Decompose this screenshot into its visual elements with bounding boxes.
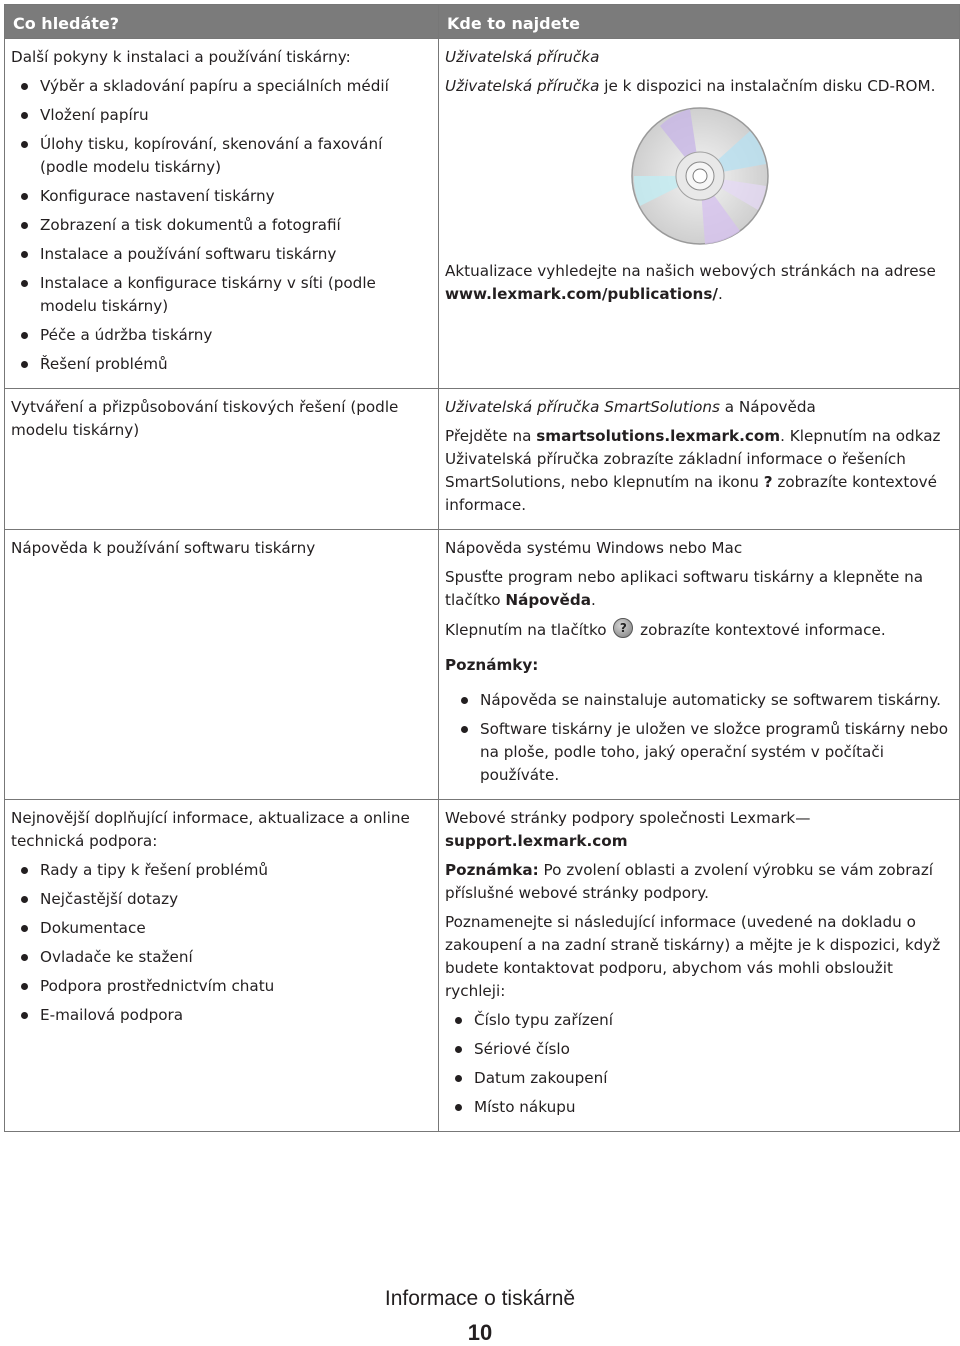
- list-item: Sériové číslo: [445, 1038, 955, 1061]
- help-context: Klepnutím na tlačítko ? zobrazíte kontextové informace.: [445, 618, 955, 642]
- smartsolutions-desc: Přejděte na smartsolutions.lexmark.com. Klepnutím na odkaz Uživatelská příručka zobrazíte základní informace o řešeních SmartSolutions, nebo klepnutím na ikonu ? zobrazíte kontextové informace.: [445, 427, 941, 514]
- table-row: [5, 389, 960, 530]
- list-item: Výběr a skladování papíru a speciálních médií: [11, 75, 432, 98]
- notes-list: [445, 689, 955, 787]
- table-row: [5, 530, 960, 800]
- row1-list: [11, 75, 432, 376]
- user-guide-title: Uživatelská příručka: [445, 48, 600, 66]
- support-instructions: Poznamenejte si následující informace (uvedené na dokladu o zakoupení a na zadní straně tiskárny) a mějte je k dispozici, když budete kontaktovat podporu, abychom vás mohli obsloužit rychleji:: [445, 913, 941, 1000]
- table-row: [5, 39, 960, 389]
- support-link[interactable]: support.lexmark.com: [445, 832, 628, 850]
- help-desc: Spusťte program nebo aplikaci softwaru tiskárny a klepněte na tlačítko Nápověda.: [445, 568, 924, 609]
- support-title: Webové stránky podpory společnosti Lexmark— support.lexmark.com: [445, 809, 811, 850]
- table-header-row: [5, 5, 960, 39]
- list-item: Instalace a používání softwaru tiskárny: [11, 243, 432, 266]
- table-row: [5, 800, 960, 1132]
- list-item: Ovladače ke stažení: [11, 946, 432, 969]
- list-item: Číslo typu zařízení: [445, 1009, 955, 1032]
- support-info-list: [445, 1009, 955, 1119]
- smartsolutions-link[interactable]: smartsolutions.lexmark.com: [536, 427, 781, 445]
- list-item: Rady a tipy k řešení problémů: [11, 859, 432, 882]
- list-item: Úlohy tisku, kopírování, skenování a faxování (podle modelu tiskárny): [11, 133, 432, 179]
- smartsolutions-title: Uživatelská příručka SmartSolutions a Nápověda: [445, 398, 816, 416]
- list-item: Instalace a konfigurace tiskárny v síti (podle modelu tiskárny): [11, 272, 432, 318]
- update-text: Aktualizace vyhledejte na našich webových stránkách na adrese www.lexmark.com/publications/.: [445, 262, 936, 303]
- list-item: Podpora prostřednictvím chatu: [11, 975, 432, 998]
- help-question-icon: ?: [613, 618, 633, 638]
- list-item: Konfigurace nastavení tiskárny: [11, 185, 432, 208]
- list-item: Dokumentace: [11, 917, 432, 940]
- support-note: Poznámka: Po zvolení oblasti a zvolení výrobku se vám zobrazí příslušné webové stránky podpory.: [445, 861, 934, 902]
- list-item: Datum zakoupení: [445, 1067, 955, 1090]
- list-item: Nápověda se nainstaluje automaticky se softwarem tiskárny.: [451, 689, 955, 712]
- cd-rom-disc-icon: [445, 106, 955, 246]
- header-where: Kde to najdete: [439, 5, 960, 39]
- row4-intro: Nejnovější doplňující informace, aktualizace a online technická podpora:: [11, 809, 410, 850]
- row4-list: [11, 859, 432, 1027]
- row2-left-text: Vytváření a přizpůsobování tiskových řešení (podle modelu tiskárny): [11, 398, 399, 439]
- list-item: Software tiskárny je uložen ve složce programů tiskárny nebo na ploše, podle toho, jaký operační systém v počítači používáte.: [451, 718, 955, 787]
- list-item: E-mailová podpora: [11, 1004, 432, 1027]
- publications-link[interactable]: www.lexmark.com/publications/: [445, 285, 718, 303]
- notes-label: Poznámky:: [445, 656, 539, 674]
- list-item: Péče a údržba tiskárny: [11, 324, 432, 347]
- list-item: Místo nákupu: [445, 1096, 955, 1119]
- row3-left-text: Nápověda k používání softwaru tiskárny: [11, 539, 316, 557]
- list-item: Řešení problémů: [11, 353, 432, 376]
- user-guide-desc: Uživatelská příručka je k dispozici na instalačním disku CD-ROM.: [445, 77, 936, 95]
- list-item: Nejčastější dotazy: [11, 888, 432, 911]
- page-number: 10: [467, 1320, 493, 1345]
- footer-section-title: Informace o tiskárně: [384, 1287, 576, 1310]
- help-title: Nápověda systému Windows nebo Mac: [445, 539, 743, 557]
- info-table: [4, 4, 960, 1132]
- list-item: Vložení papíru: [11, 104, 432, 127]
- row1-intro: Další pokyny k instalaci a používání tiskárny:: [11, 48, 351, 66]
- list-item: Zobrazení a tisk dokumentů a fotografií: [11, 214, 432, 237]
- header-what: Co hledáte?: [5, 5, 439, 39]
